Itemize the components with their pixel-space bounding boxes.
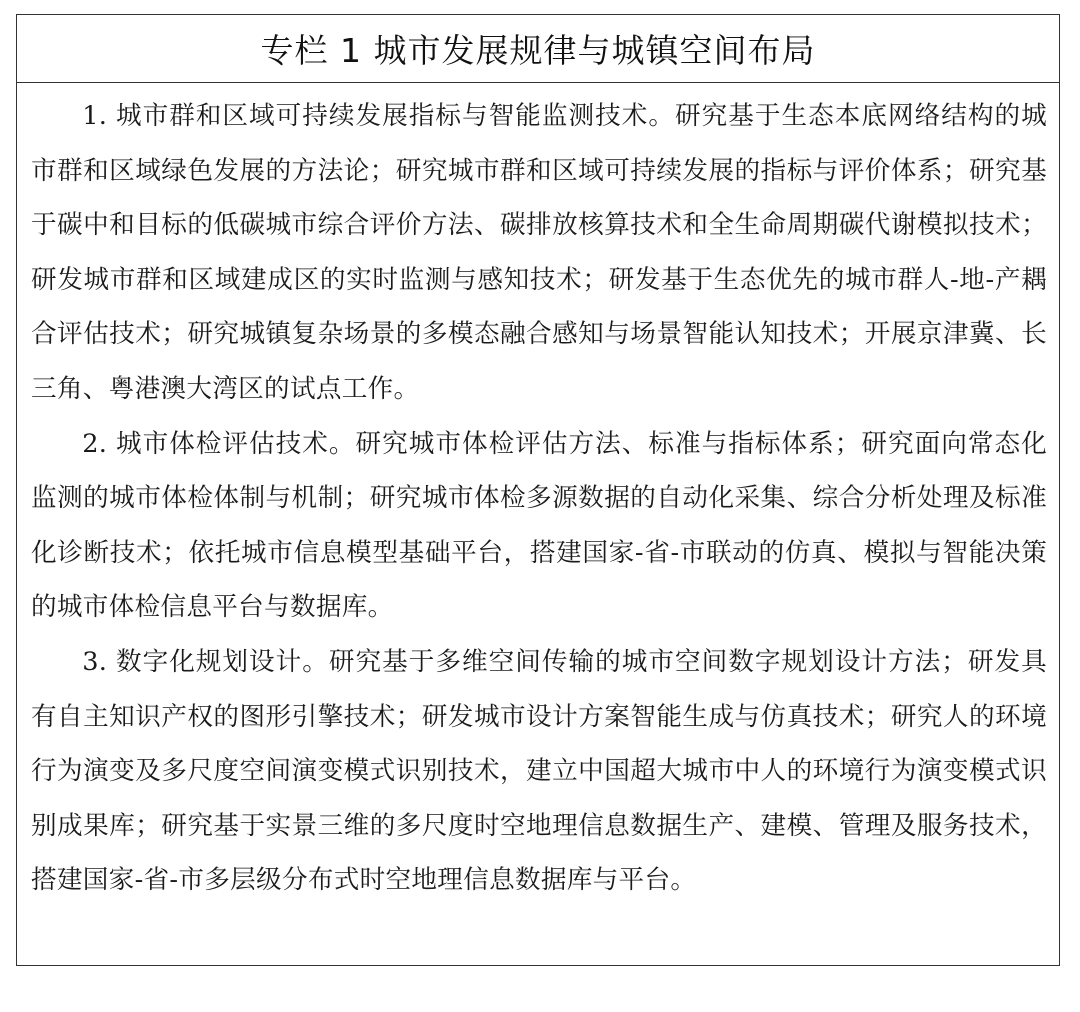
paragraph-number: 1. — [82, 101, 108, 131]
column-box — [16, 14, 1060, 966]
title-row — [17, 15, 1059, 83]
paragraph-text: 城市体检评估技术。研究城市体检评估方法、标准与指标体系；研究面向常态化监测的城市体检体制与机制；研究城市体检多源数据的自动化采集、综合分析处理及标准化诊断技术；依托城市信息模型基础平台，搭建国家-省-市联动的仿真、模拟与智能决策的城市体检信息平台与数据库。 — [31, 428, 1047, 623]
paragraph-3 — [31, 635, 1047, 908]
paragraph-number: 2. — [82, 428, 108, 459]
box-content — [17, 83, 1059, 908]
box-title: 专栏 1 城市发展规律与城镇空间布局 — [260, 31, 816, 70]
paragraph-1 — [31, 89, 1047, 417]
paragraph-text: 城市群和区域可持续发展指标与智能监测技术。研究基于生态本底网络结构的城市群和区域绿色发展的方法论；研究城市群和区域可持续发展的指标与评价体系；研究基于碳中和目标的低碳城市综合评价方法、碳排放核算技术和全生命周期碳代谢模拟技术；研发城市群和区域建成区的实时监测与感知技术；研发基于生态优先的城市群人-地-产耦合评估技术；研究城镇复杂场景的多模态融合感知与场景智能认知技术；开展京津冀、长三角、粤港澳大湾区的试点工作。 — [31, 101, 1047, 404]
paragraph-2 — [31, 417, 1047, 635]
paragraph-text: 数字化规划设计。研究基于多维空间传输的城市空间数字规划设计方法；研发具有自主知识产权的图形引擎技术；研发城市设计方案智能生成与仿真技术；研究人的环境行为演变及多尺度空间演变模式识别技术，建立中国超大城市中人的环境行为演变模式识别成果库；研究基于实景三维的多尺度时空地理信息数据生产、建模、管理及服务技术，搭建国家-省-市多层级分布式时空地理信息数据库与平台。 — [31, 646, 1047, 896]
paragraph-number: 3. — [82, 646, 108, 677]
